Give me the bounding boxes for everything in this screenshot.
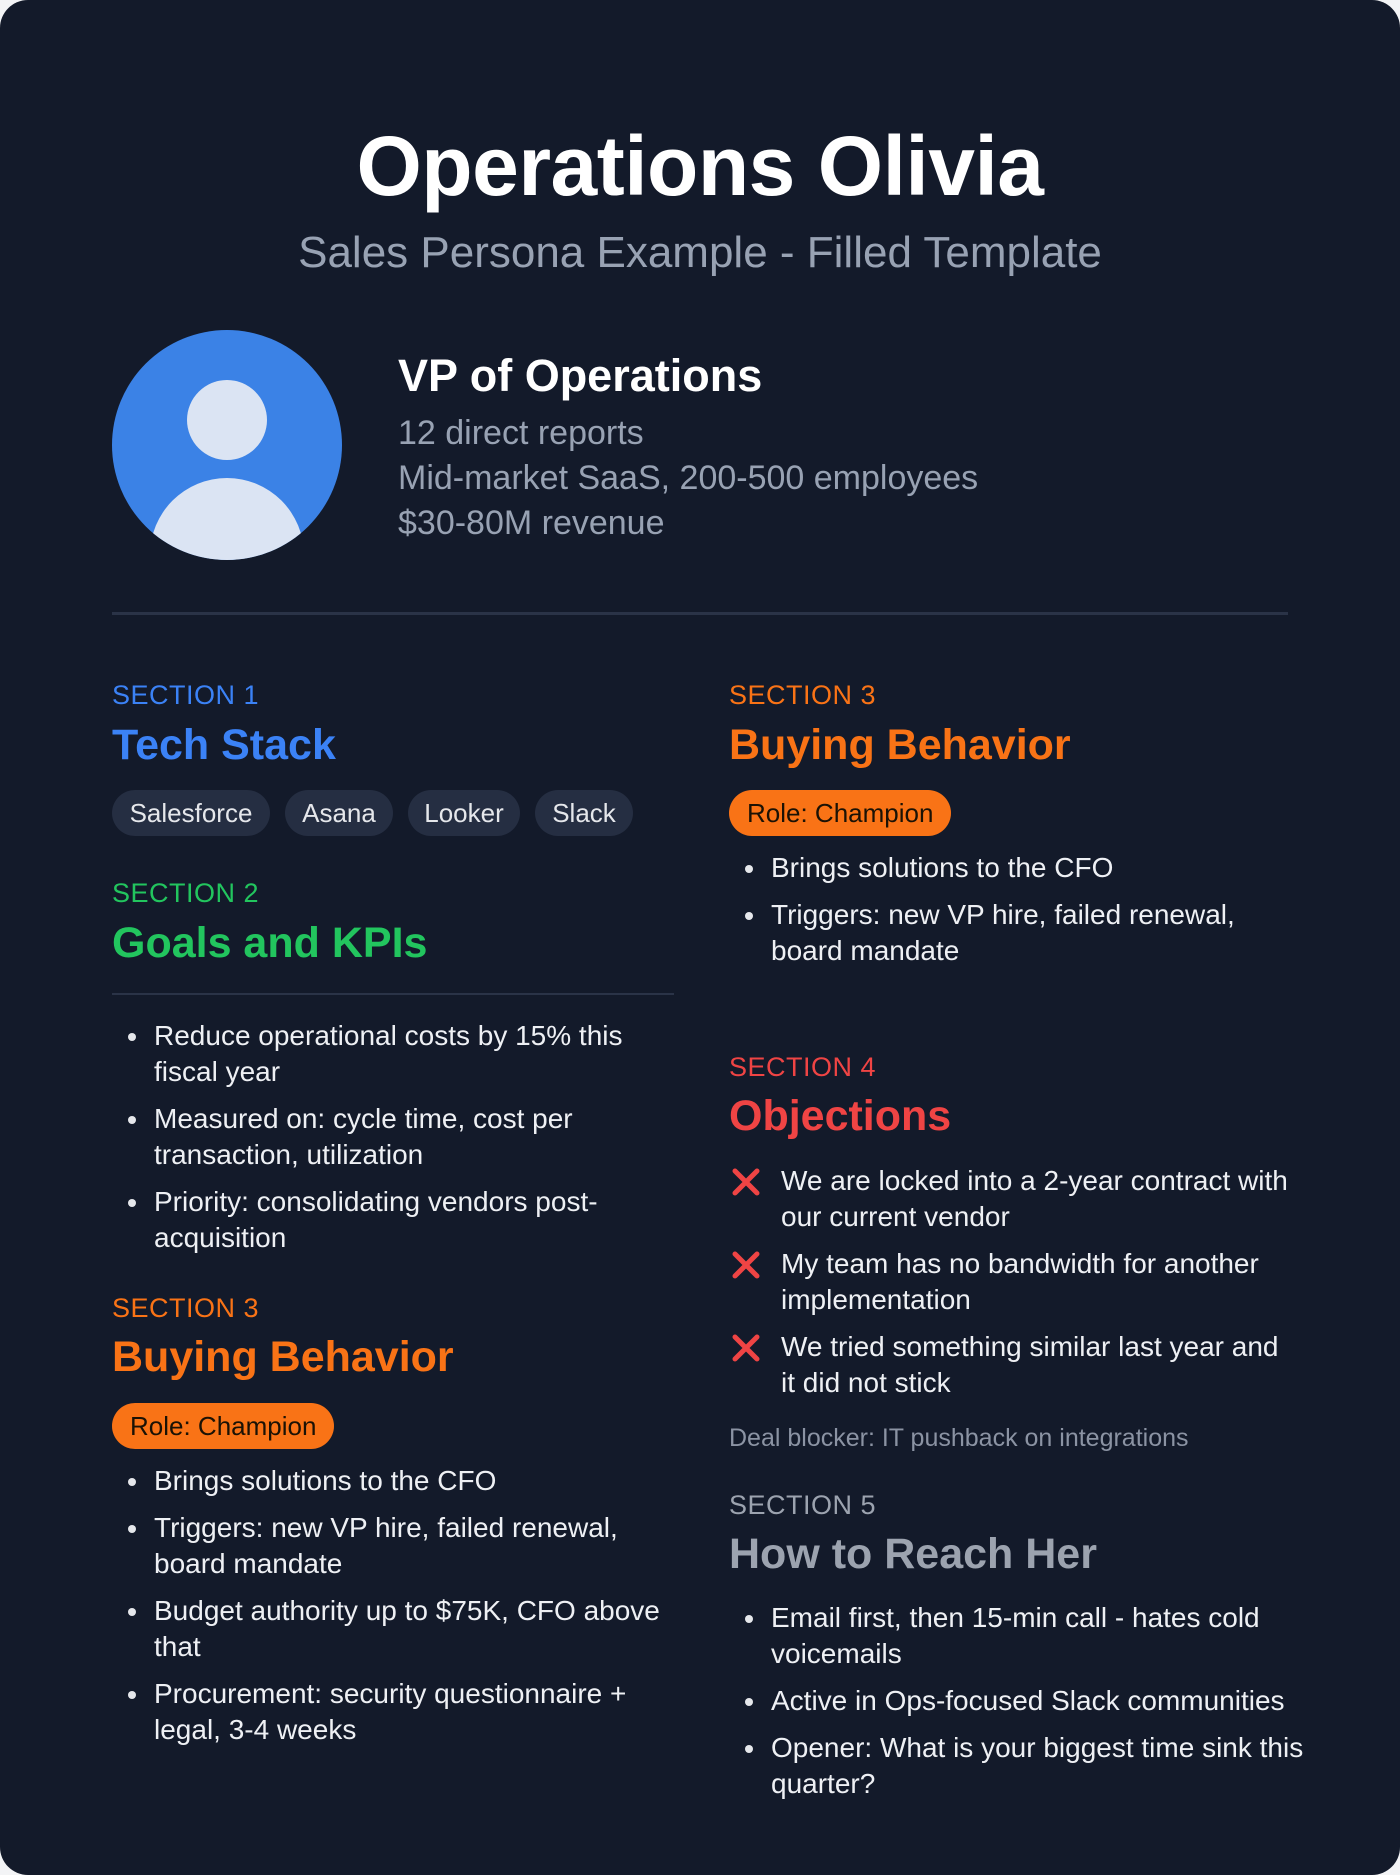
tag-looker: Looker xyxy=(408,790,520,836)
objection-text: We tried something similar last year and it did not stick xyxy=(781,1331,1279,1398)
header-divider xyxy=(112,612,1288,615)
tag-salesforce: Salesforce xyxy=(112,790,270,836)
role-title: VP of Operations xyxy=(398,350,763,401)
list-item xyxy=(729,1329,1299,1401)
role-badge-right: Role: Champion xyxy=(729,790,951,836)
company-revenue: $30-80M revenue xyxy=(398,504,665,542)
avatar-head xyxy=(187,380,267,460)
tag-asana: Asana xyxy=(285,790,393,836)
list-item: Brings solutions to the CFO xyxy=(729,850,1289,886)
tech-stack-heading: Tech Stack xyxy=(112,721,336,769)
list-item xyxy=(729,1163,1299,1235)
objection-text: My team has no bandwidth for another implementation xyxy=(781,1248,1259,1315)
section3-label-right: SECTION 3 xyxy=(729,680,877,710)
reach-heading: How to Reach Her xyxy=(729,1530,1097,1578)
list-item: Procurement: security questionnaire + legal, 3-4 weeks xyxy=(112,1676,674,1748)
section5-label: SECTION 5 xyxy=(729,1490,877,1520)
section3-label-left: SECTION 3 xyxy=(112,1293,260,1323)
buying-behavior-list-right xyxy=(729,850,1289,980)
section1-label: SECTION 1 xyxy=(112,680,260,710)
list-item: Budget authority up to $75K, CFO above that xyxy=(112,1593,674,1665)
list-item: Email first, then 15-min call - hates cold voicemails xyxy=(729,1600,1304,1672)
user-avatar-icon xyxy=(112,330,342,560)
buying-behavior-heading-left: Buying Behavior xyxy=(112,1333,454,1381)
buying-behavior-list-left xyxy=(112,1463,674,1759)
list-item: Priority: consolidating vendors post-acquisition xyxy=(112,1184,674,1256)
x-mark-icon xyxy=(729,1331,763,1365)
list-item: Triggers: new VP hire, failed renewal, board mandate xyxy=(112,1510,674,1582)
reach-list xyxy=(729,1600,1304,1813)
avatar-body xyxy=(150,478,304,560)
page-title: Operations Olivia xyxy=(356,119,1044,213)
list-item xyxy=(729,1246,1299,1318)
x-mark-icon xyxy=(729,1165,763,1199)
list-item: Brings solutions to the CFO xyxy=(112,1463,674,1499)
company-size: Mid-market SaaS, 200-500 employees xyxy=(398,459,979,497)
objections-list xyxy=(729,1163,1299,1412)
list-item: Triggers: new VP hire, failed renewal, board mandate xyxy=(729,897,1289,969)
goals-divider xyxy=(112,993,674,995)
section4-label: SECTION 4 xyxy=(729,1052,877,1082)
section2-label: SECTION 2 xyxy=(112,878,260,908)
tag-slack: Slack xyxy=(535,790,633,836)
deal-blocker-note: Deal blocker: IT pushback on integrations xyxy=(729,1424,1189,1452)
objection-text: We are locked into a 2-year contract with our current vendor xyxy=(781,1165,1288,1232)
list-item: Opener: What is your biggest time sink this quarter? xyxy=(729,1730,1304,1802)
direct-reports: 12 direct reports xyxy=(398,414,644,452)
objections-heading: Objections xyxy=(729,1092,952,1140)
x-mark-icon xyxy=(729,1248,763,1282)
list-item: Reduce operational costs by 15% this fiscal year xyxy=(112,1018,674,1090)
role-badge-left: Role: Champion xyxy=(112,1403,334,1449)
list-item: Measured on: cycle time, cost per transaction, utilization xyxy=(112,1101,674,1173)
page-subtitle: Sales Persona Example - Filled Template xyxy=(298,228,1102,277)
goals-list xyxy=(112,1018,674,1267)
goals-heading: Goals and KPIs xyxy=(112,919,428,967)
list-item: Active in Ops-focused Slack communities xyxy=(729,1683,1304,1719)
buying-behavior-heading-right: Buying Behavior xyxy=(729,721,1071,769)
